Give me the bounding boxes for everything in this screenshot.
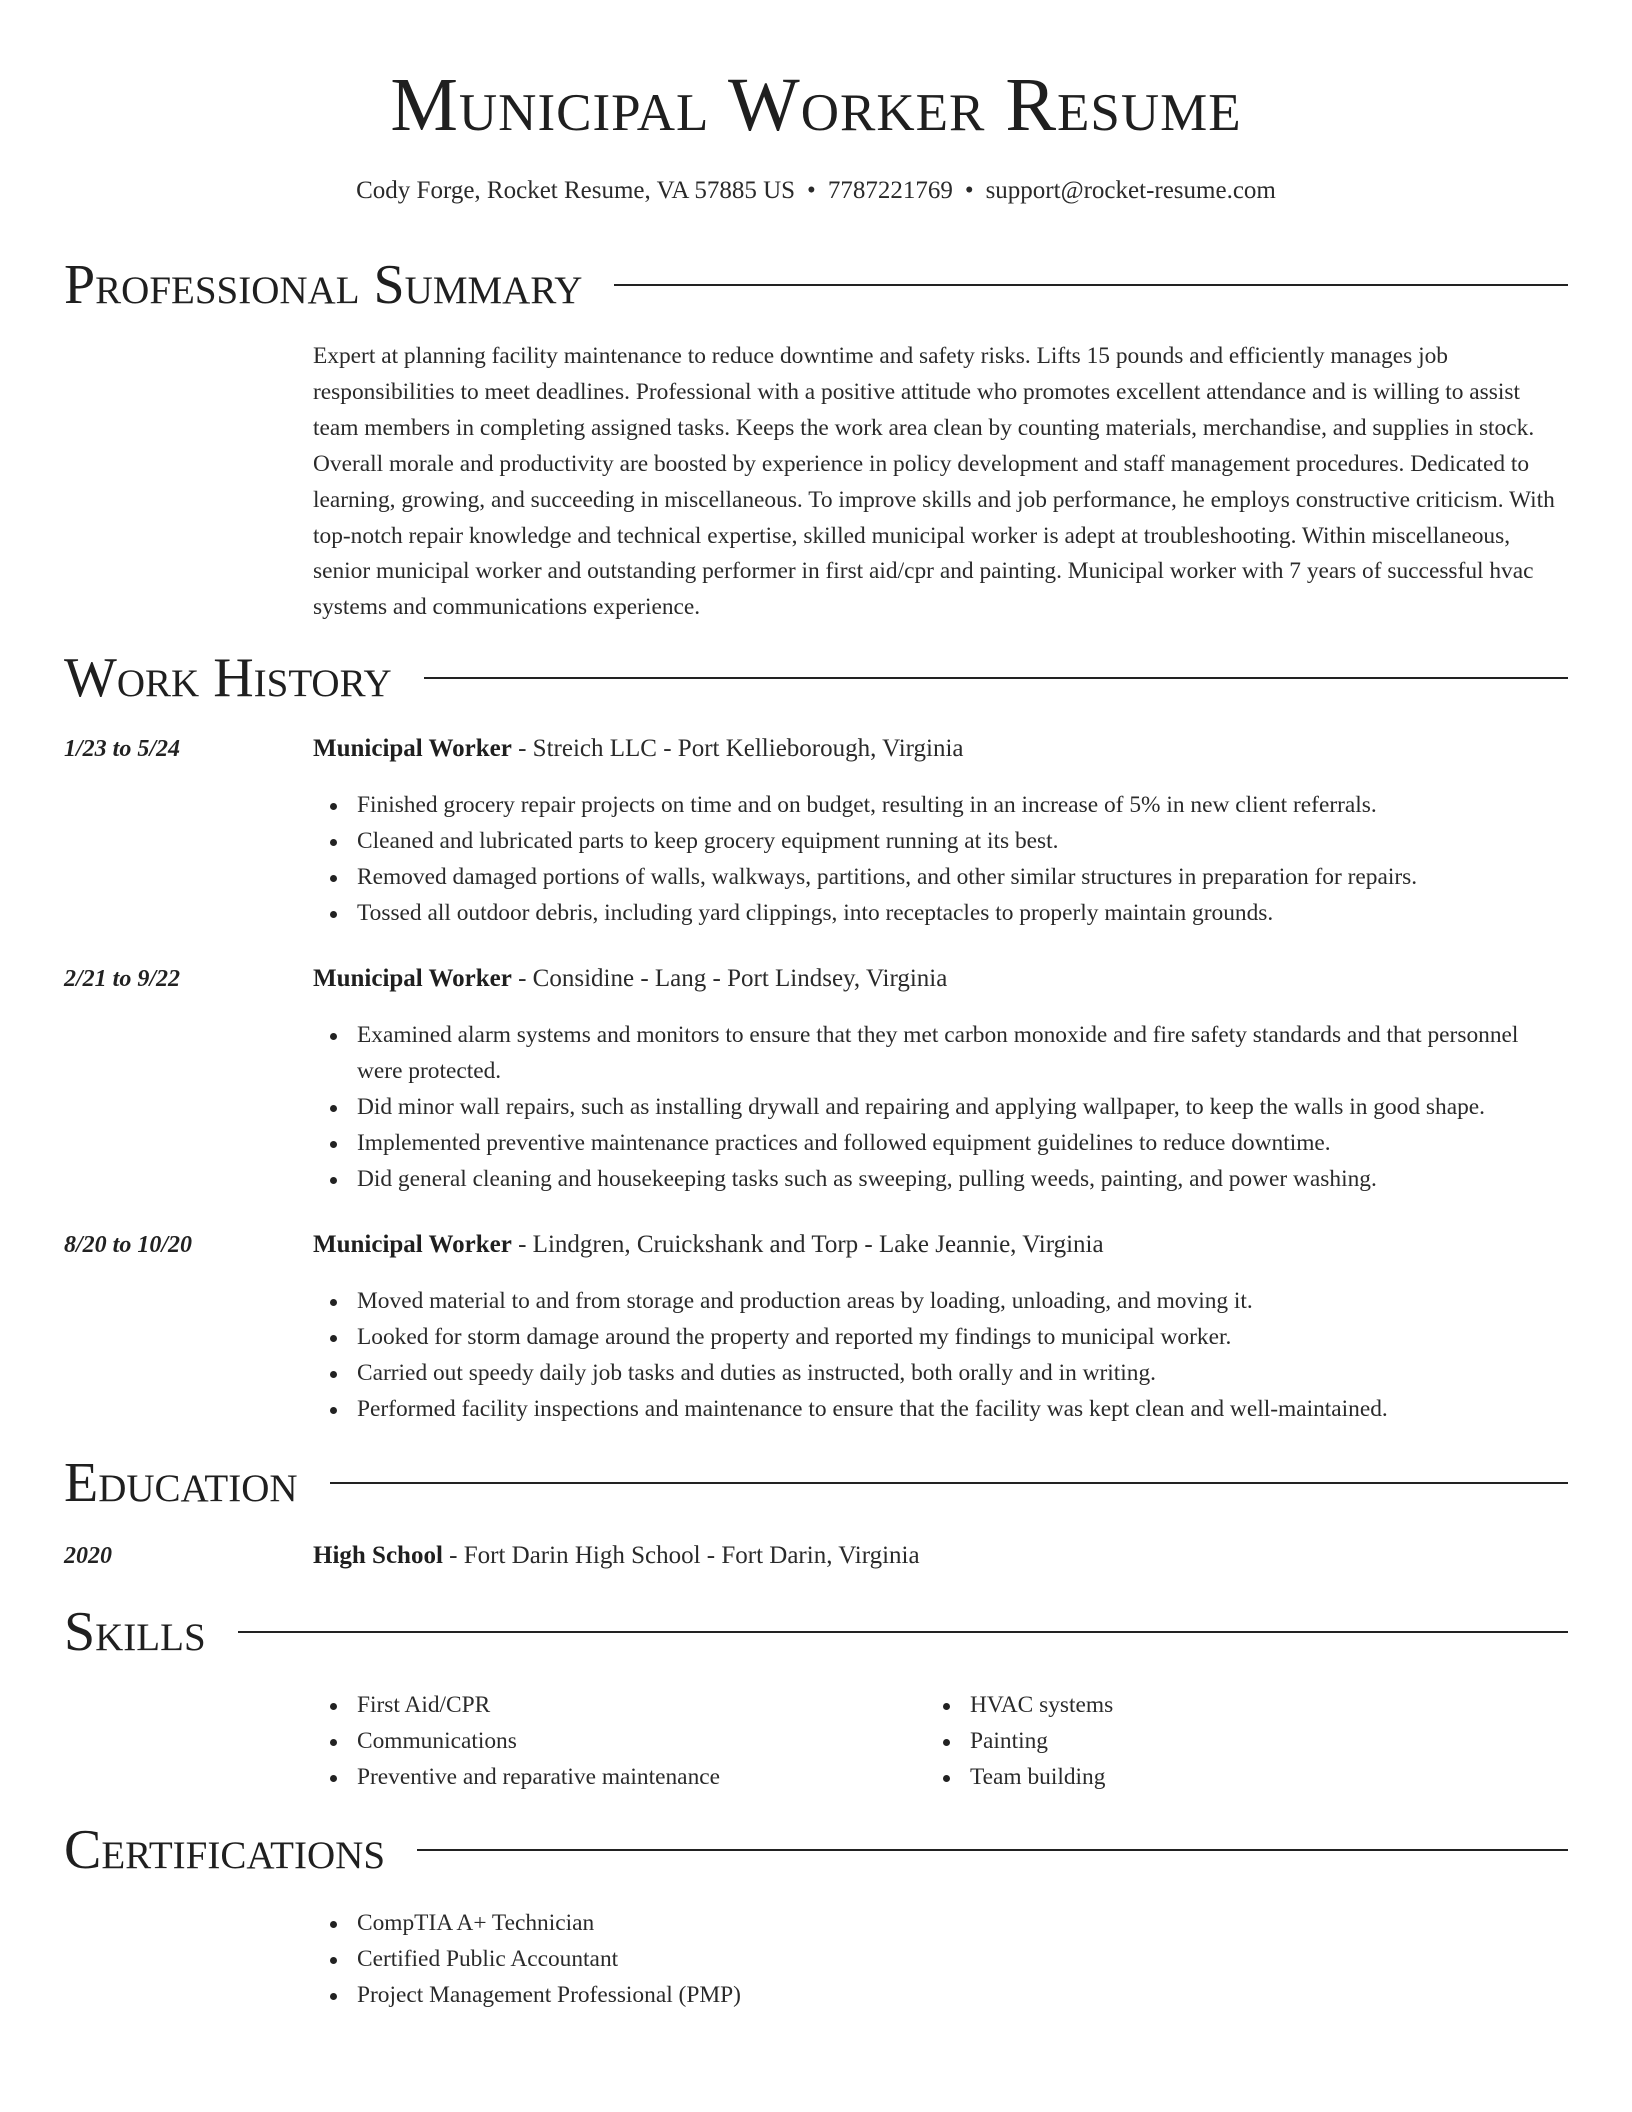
section-title: Skills [64, 1601, 206, 1663]
contact-address: Cody Forge, Rocket Resume, VA 57885 US [356, 177, 796, 204]
job-bullet: Moved material to and from storage and production areas by loading, unloading, and moving it. [313, 1284, 1568, 1320]
skills-list-left [313, 1688, 913, 1796]
resume-title: Municipal Worker Resume [390, 63, 1242, 147]
job-bullet: Finished grocery repair projects on time and on budget, resulting in an increase of 5% in new client referrals. [313, 788, 1568, 824]
skills-heading [64, 1600, 1568, 1664]
job-role: Municipal Worker [313, 1231, 512, 1258]
skill-item: Preventive and reparative maintenance [313, 1760, 913, 1796]
summary-heading [64, 253, 1568, 317]
education-details: - Fort Darin High School - Fort Darin, Virginia [442, 1542, 920, 1569]
job-bullet: Examined alarm systems and monitors to ensure that they met carbon monoxide and fire safety standards and that personnel were protected. [313, 1018, 1568, 1090]
job-bullet: Cleaned and lubricated parts to keep grocery equipment running at its best. [313, 824, 1568, 860]
education-year: 2020 [64, 1543, 112, 1569]
job-details: - Streich LLC - Port Kellieborough, Virginia [511, 735, 964, 762]
job-details: - Considine - Lang - Port Lindsey, Virginia [511, 965, 948, 992]
job-details: - Lindgren, Cruickshank and Torp - Lake Jeannie, Virginia [511, 1231, 1104, 1258]
job-title [313, 964, 1568, 994]
job-role: Municipal Worker [313, 735, 512, 762]
skill-item: First Aid/CPR [313, 1688, 913, 1724]
skill-item: Communications [313, 1724, 913, 1760]
job-bullet: Did minor wall repairs, such as installing drywall and repairing and applying wallpaper, to keep the walls in good shape. [313, 1090, 1568, 1126]
section-divider [614, 284, 1568, 286]
skill-item: Painting [926, 1724, 1568, 1760]
job-bullet: Did general cleaning and housekeeping tasks such as sweeping, pulling weeds, painting, and power washing. [313, 1162, 1568, 1198]
contact-email[interactable]: support@rocket-resume.com [985, 177, 1276, 204]
job-bullet: Looked for storm damage around the property and reported my findings to municipal worker. [313, 1320, 1568, 1356]
certifications-heading [64, 1818, 1568, 1882]
certification-item: Certified Public Accountant [313, 1942, 1568, 1978]
contact-separator: • [964, 177, 974, 204]
contact-line [0, 176, 1632, 206]
job-bullet: Tossed all outdoor debris, including yard clippings, into receptacles to properly maintain grounds. [313, 896, 1568, 932]
education-degree: High School [313, 1542, 443, 1569]
certification-item: CompTIA A+ Technician [313, 1906, 1568, 1942]
skills-list-right [926, 1688, 1568, 1796]
work-history-heading [64, 646, 1568, 710]
contact-separator: • [807, 177, 816, 204]
job-dates: 1/23 to 5/24 [64, 736, 181, 762]
section-divider [330, 1482, 1568, 1484]
section-divider [417, 1849, 1568, 1851]
job-bullets [313, 788, 1568, 932]
job-bullet: Implemented preventive maintenance practices and followed equipment guidelines to reduce downtime. [313, 1126, 1568, 1162]
job-dates: 8/20 to 10/20 [64, 1232, 193, 1258]
job-bullets [313, 1284, 1568, 1428]
job-title [313, 1230, 1568, 1260]
summary-text: Expert at planning facility maintenance to reduce downtime and safety risks. Lifts 15 pounds and efficiently manages job responsibilities to meet deadlines. Professional with a positive attitude who promotes excellent attendance and is willing to assist team members in completing assigned tasks. Keeps the work area clean by counting materials, merchandise, and supplies in stock. Overall morale and productivity are boosted by experience in policy development and staff management procedures. Dedicated to learning, growing, and succeeding in miscellaneous. To improve skills and job performance, he employs constructive criticism. With top-notch repair knowledge and technical expertise, skilled municipal worker is adept at troubleshooting. Within miscellaneous, senior municipal worker and outstanding performer in first aid/cpr and painting. Municipal worker with 7 years of successful hvac systems and communications experience. [313, 343, 1555, 621]
section-title: Certifications [64, 1819, 386, 1881]
section-divider [424, 677, 1568, 679]
section-title: Professional Summary [64, 254, 583, 316]
job-dates: 2/21 to 9/22 [64, 966, 181, 992]
certifications-list [313, 1906, 1568, 2014]
section-title: Education [64, 1452, 298, 1514]
job-title [313, 734, 1568, 764]
section-title: Work History [64, 647, 392, 709]
job-bullet: Removed damaged portions of walls, walkways, partitions, and other similar structures in preparation for repairs. [313, 860, 1568, 896]
job-bullets [313, 1018, 1568, 1198]
skill-item: Team building [926, 1760, 1568, 1796]
job-bullet: Performed facility inspections and maintenance to ensure that the facility was kept clean and well-maintained. [313, 1392, 1568, 1428]
job-role: Municipal Worker [313, 965, 512, 992]
contact-phone: 7787221769 [827, 177, 953, 204]
job-bullet: Carried out speedy daily job tasks and duties as instructed, both orally and in writing. [313, 1356, 1568, 1392]
education-heading [64, 1451, 1568, 1515]
education-entry [313, 1541, 1568, 1571]
skill-item: HVAC systems [926, 1688, 1568, 1724]
certification-item: Project Management Professional (PMP) [313, 1978, 1568, 2014]
section-divider [238, 1631, 1568, 1633]
